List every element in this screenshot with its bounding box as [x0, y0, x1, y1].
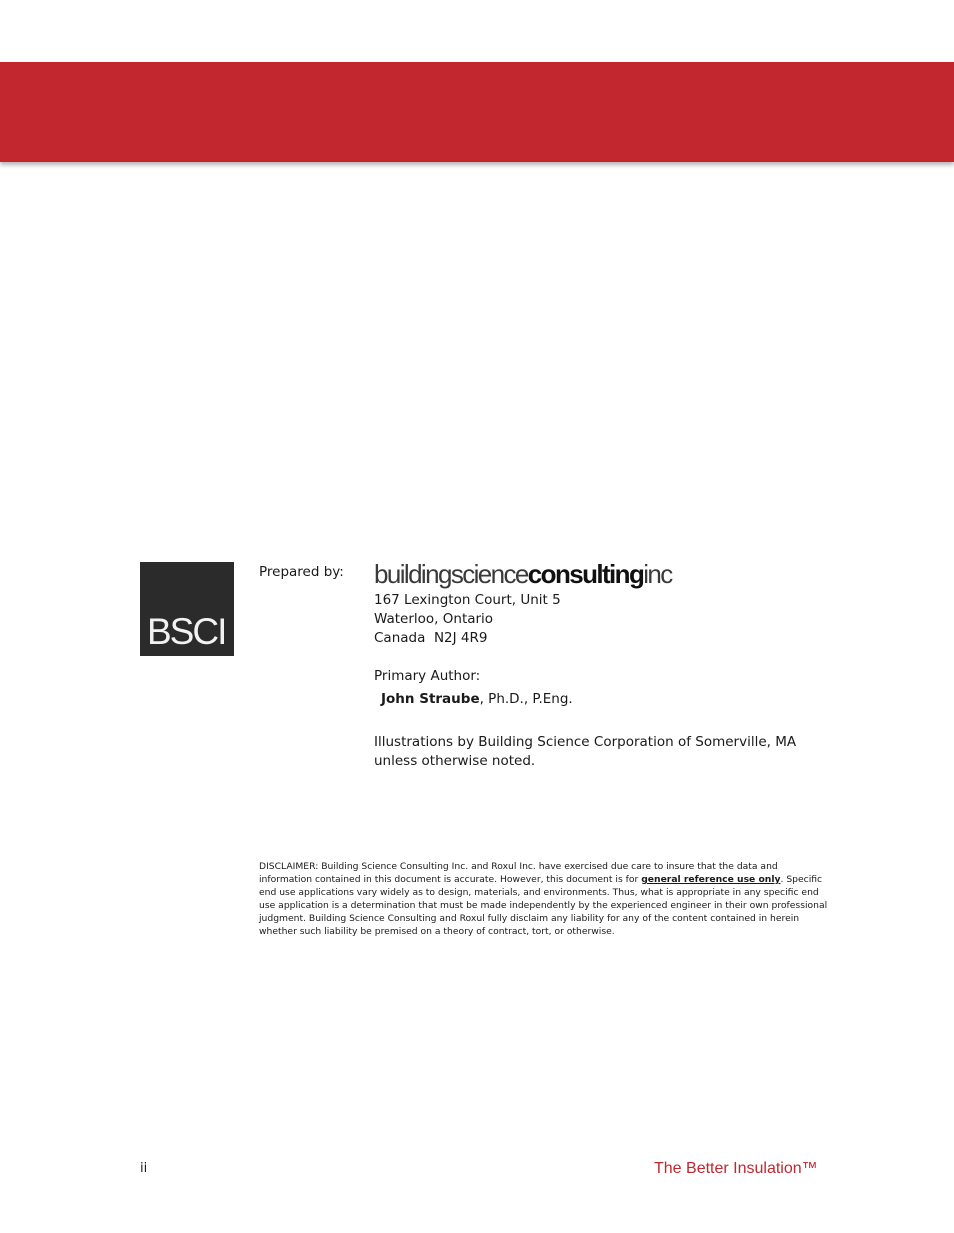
company-address [374, 591, 561, 648]
bsci-logo [140, 562, 234, 656]
wordmark-bold-part: consulting [527, 559, 644, 589]
author-name: John Straube [381, 691, 480, 707]
page-number: ii [140, 1161, 148, 1176]
company-wordmark [374, 558, 672, 590]
address-line: Waterloo, Ontario [374, 611, 494, 627]
wordmark-light-part: buildingscience [374, 559, 528, 589]
bsci-logo-text: BSCI [147, 611, 226, 652]
footer-tagline: The Better Insulation™ [654, 1160, 818, 1177]
disclaimer-part-1: DISCLAIMER: Building Science Consulting Inc. and Roxul Inc. have exercised due care to insure that the data and information contained in this document is accurate. However, this document is for [259, 861, 778, 885]
disclaimer-text [259, 860, 833, 938]
author-credentials: , Ph.D., P.Eng. [479, 691, 573, 707]
primary-author [381, 690, 573, 709]
disclaimer-emphasis: general reference use only [641, 874, 781, 885]
disclaimer-part-2: . Specific end use applications vary widely as to design, materials, and environments. Thus, what is appropriate in any specific end use application is a determination that must be made independently by the experienced engineer in their own professional judgment. Building Science Consulting and Roxul fully disclaim any liability for any of the content contained in herein whether such liability be premised on a theory of contract, tort, or otherwise. [259, 874, 828, 937]
address-line: 167 Lexington Court, Unit 5 [374, 592, 561, 608]
address-line: Canada N2J 4R9 [374, 630, 488, 646]
wordmark-suffix: inc [643, 559, 672, 589]
illustrations-note: Illustrations by Building Science Corporation of Somerville, MA unless otherwise noted. [374, 734, 797, 769]
prepared-by-label: Prepared by: [259, 564, 344, 580]
header-banner [0, 62, 954, 162]
primary-author-label: Primary Author: [374, 668, 481, 684]
